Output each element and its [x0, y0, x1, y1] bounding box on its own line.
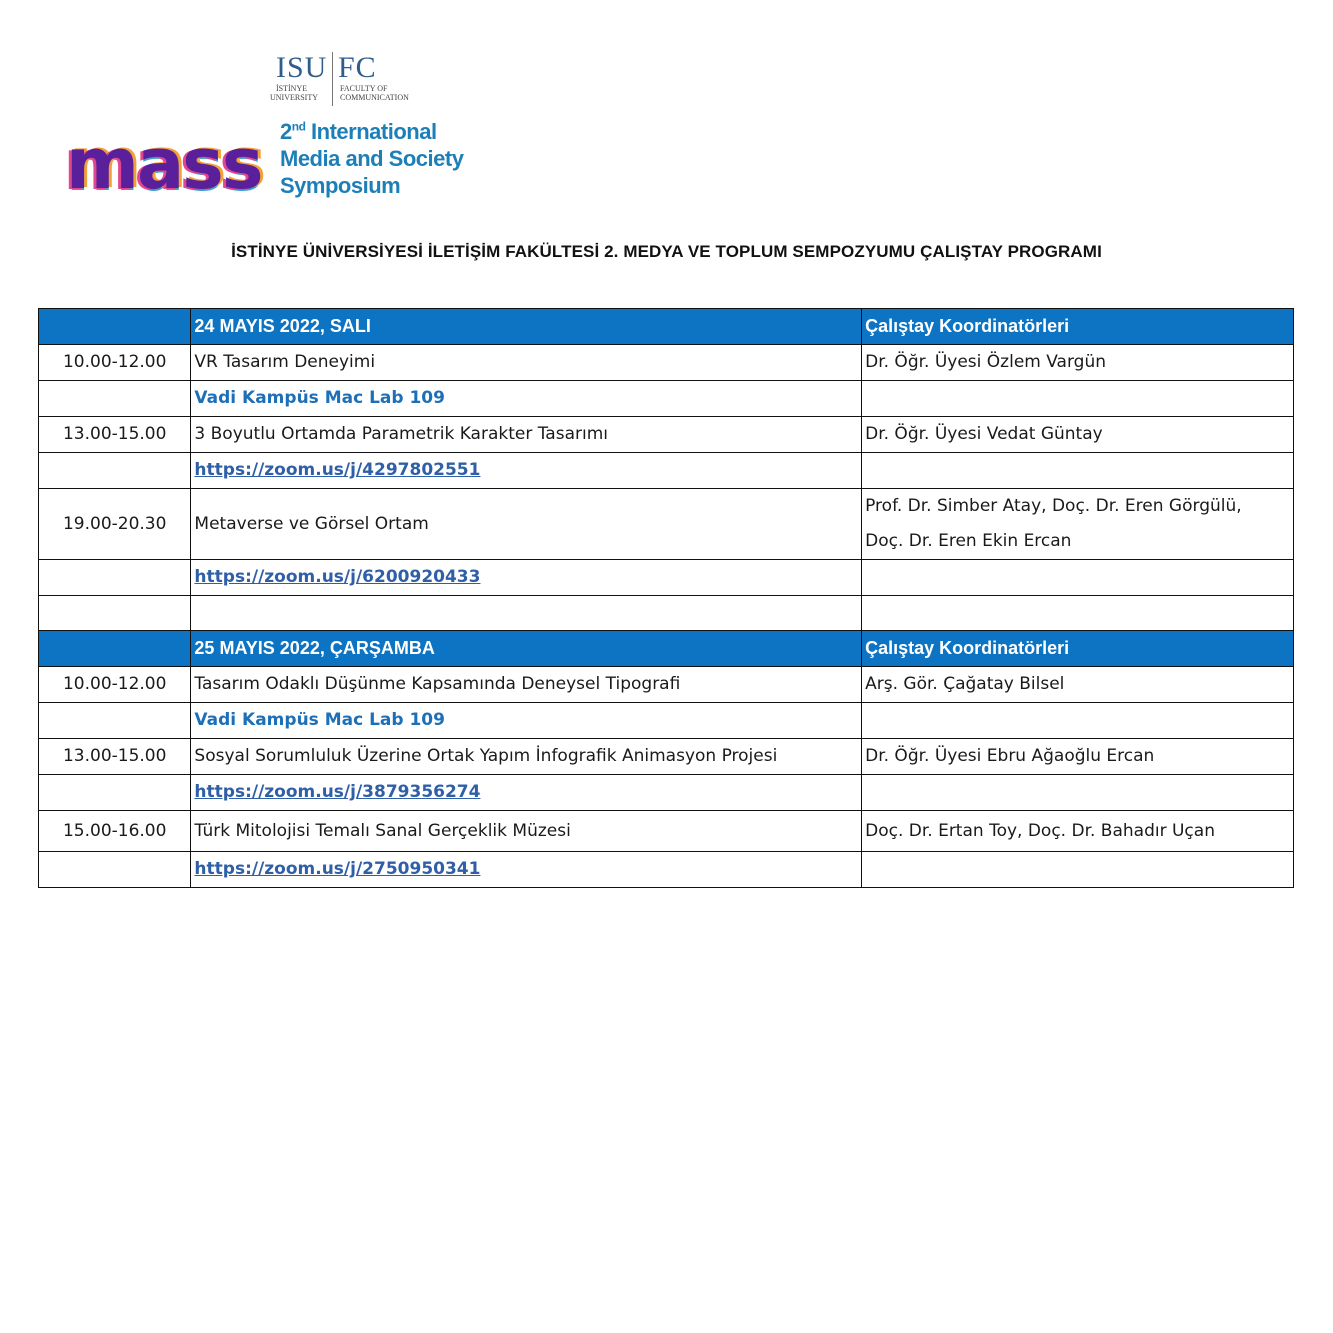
session-row [39, 489, 1294, 560]
session-title: Tasarım Odaklı Düşünme Kapsamında Deneysel Tipografi [191, 667, 862, 703]
header-empty-cell [39, 631, 191, 667]
fc-logo-subtext-2: COMMUNICATION [340, 93, 409, 102]
session-time: 15.00-16.00 [39, 811, 191, 852]
day-header-row [39, 631, 1294, 667]
session-title: Metaverse ve Görsel Ortam [191, 489, 862, 560]
isu-logo-subtext-1: İSTİNYE [276, 84, 308, 93]
fc-logo-subtext-1: FACULTY OF [340, 84, 388, 93]
coordinators-line-2: Doç. Dr. Eren Ekin Ercan [865, 531, 1072, 551]
isu-fc-logo [268, 50, 438, 110]
session-coordinators: Dr. Öğr. Üyesi Özlem Vargün [862, 345, 1294, 381]
session-title: 3 Boyutlu Ortamda Parametrik Karakter Tasarımı [191, 417, 862, 453]
link-cell [191, 775, 862, 811]
zoom-link[interactable]: https://zoom.us/j/6200920433 [194, 567, 481, 587]
empty-cell [862, 775, 1294, 811]
session-location-row [39, 703, 1294, 739]
symposium-ordinal: 2 [280, 119, 292, 144]
logo-divider [332, 52, 333, 106]
empty-cell [191, 596, 862, 631]
session-title: Türk Mitolojisi Temalı Sanal Gerçeklik Müzesi [191, 811, 862, 852]
symposium-line-1: International [311, 119, 437, 144]
session-row [39, 739, 1294, 775]
header-empty-cell [39, 309, 191, 345]
empty-cell [39, 703, 191, 739]
mass-logo-text: mass [66, 123, 262, 205]
session-time: 10.00-12.00 [39, 667, 191, 703]
empty-cell [39, 453, 191, 489]
empty-cell [39, 852, 191, 888]
coordinators-line-1: Prof. Dr. Simber Atay, Doç. Dr. Eren Görgülü, [865, 496, 1242, 516]
empty-cell [39, 775, 191, 811]
workshop-schedule-table [38, 308, 1294, 888]
link-cell [191, 852, 862, 888]
session-row [39, 417, 1294, 453]
session-coordinators: Dr. Öğr. Üyesi Ebru Ağaoğlu Ercan [862, 739, 1294, 775]
coordinators-header: Çalıştay Koordinatörleri [862, 631, 1294, 667]
empty-cell [862, 596, 1294, 631]
isu-logo-text: ISU [276, 51, 328, 84]
spacer-row [39, 596, 1294, 631]
session-location-row [39, 381, 1294, 417]
empty-cell [39, 381, 191, 417]
session-title: Sosyal Sorumluluk Üzerine Ortak Yapım İnfografik Animasyon Projesi [191, 739, 862, 775]
session-location-row [39, 852, 1294, 888]
session-venue: Vadi Kampüs Mac Lab 109 [191, 381, 862, 417]
link-cell [191, 560, 862, 596]
symposium-line-2: Media and Society [280, 146, 464, 171]
session-row [39, 811, 1294, 852]
empty-cell [862, 453, 1294, 489]
session-location-row [39, 560, 1294, 596]
zoom-link[interactable]: https://zoom.us/j/2750950341 [194, 859, 481, 879]
session-coordinators [862, 489, 1294, 560]
session-row [39, 345, 1294, 381]
zoom-link[interactable]: https://zoom.us/j/4297802551 [194, 460, 481, 480]
symposium-ordinal-suffix: nd [291, 119, 306, 134]
symposium-title [280, 118, 480, 199]
session-location-row [39, 775, 1294, 811]
zoom-link[interactable]: https://zoom.us/j/3879356274 [194, 782, 481, 802]
session-row [39, 667, 1294, 703]
day-header-row [39, 309, 1294, 345]
day-date: 24 MAYIS 2022, SALI [191, 309, 862, 345]
session-time: 19.00-20.30 [39, 489, 191, 560]
empty-cell [862, 852, 1294, 888]
session-coordinators: Doç. Dr. Ertan Toy, Doç. Dr. Bahadır Uçan [862, 811, 1294, 852]
day-date: 25 MAYIS 2022, ÇARŞAMBA [191, 631, 862, 667]
empty-cell [39, 560, 191, 596]
session-time: 10.00-12.00 [39, 345, 191, 381]
fc-logo-text: FC [338, 51, 377, 84]
session-venue: Vadi Kampüs Mac Lab 109 [191, 703, 862, 739]
isu-logo-subtext-2: UNIVERSITY [270, 93, 318, 102]
coordinators-header: Çalıştay Koordinatörleri [862, 309, 1294, 345]
empty-cell [862, 703, 1294, 739]
session-time: 13.00-15.00 [39, 739, 191, 775]
link-cell [191, 453, 862, 489]
session-time: 13.00-15.00 [39, 417, 191, 453]
session-coordinators: Arş. Gör. Çağatay Bilsel [862, 667, 1294, 703]
empty-cell [39, 596, 191, 631]
session-title: VR Tasarım Deneyimi [191, 345, 862, 381]
symposium-line-3: Symposium [280, 173, 401, 198]
empty-cell [862, 560, 1294, 596]
empty-cell [862, 381, 1294, 417]
mass-logo [62, 118, 277, 205]
page-title: İSTİNYE ÜNİVERSİYESİ İLETİŞİM FAKÜLTESİ 2. MEDYA VE TOPLUM SEMPOZYUMU ÇALIŞTAY PROGRAMI [231, 242, 1102, 261]
session-coordinators: Dr. Öğr. Üyesi Vedat Güntay [862, 417, 1294, 453]
session-location-row [39, 453, 1294, 489]
